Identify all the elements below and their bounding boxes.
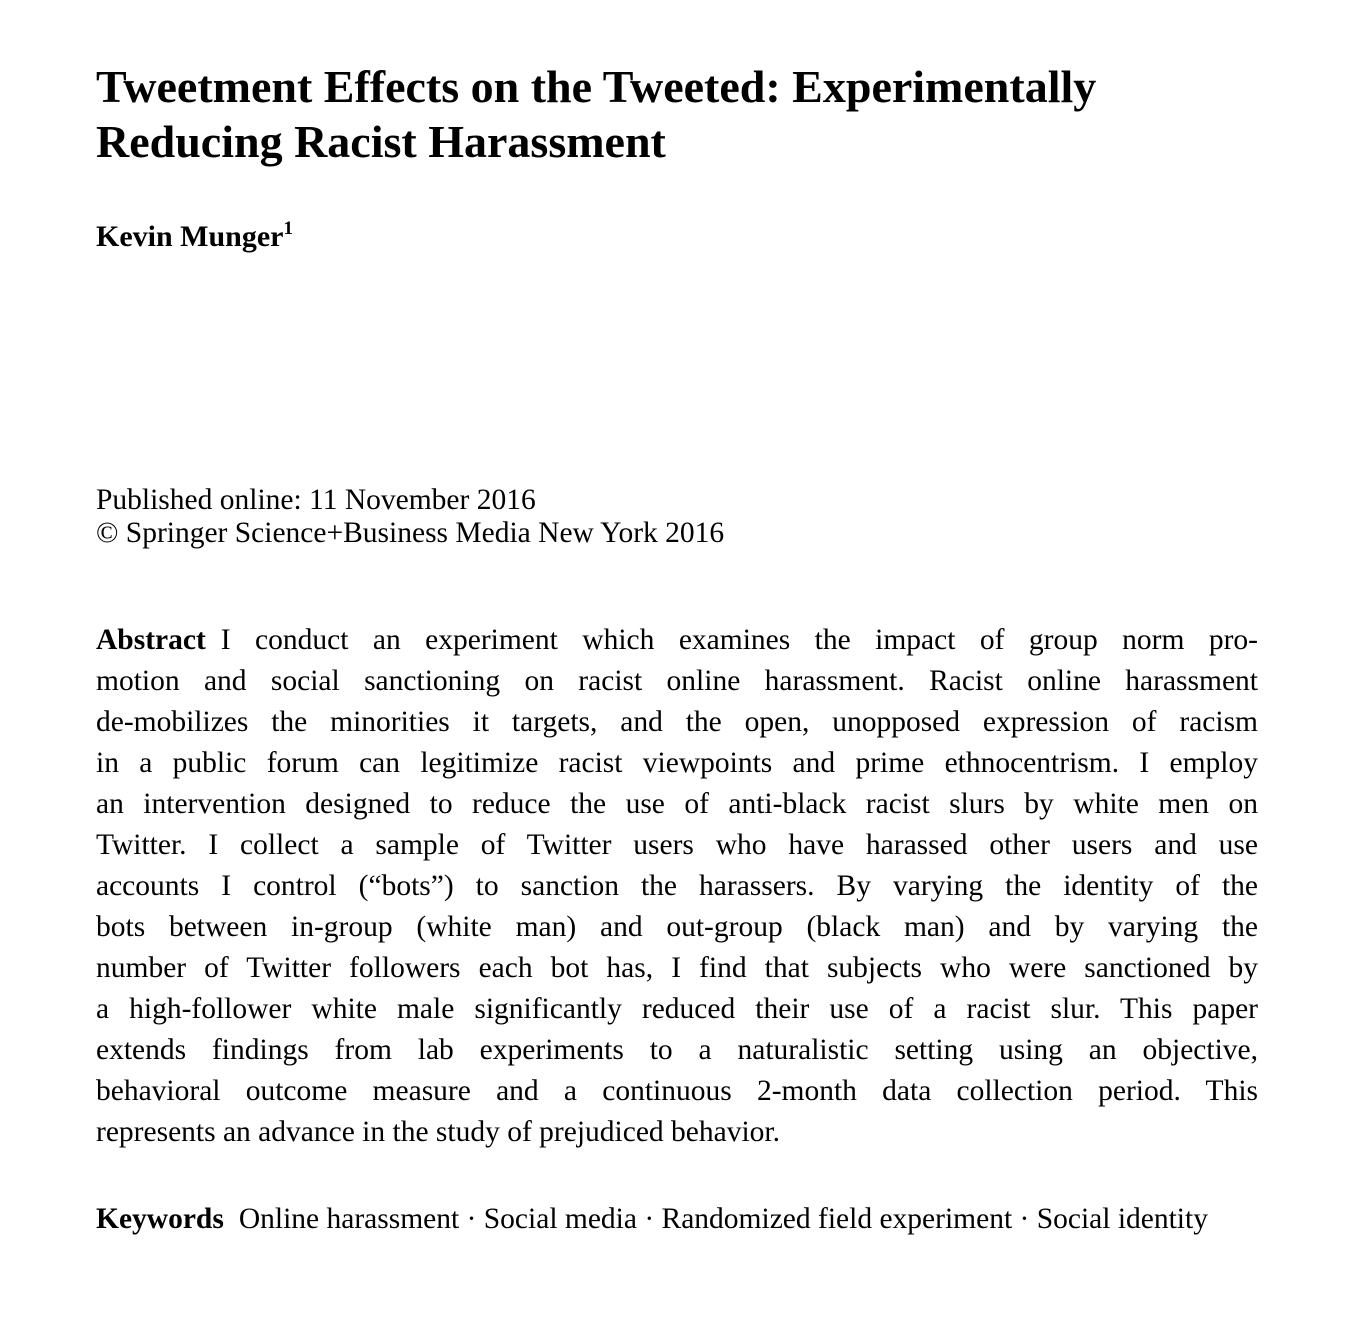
author-name: Kevin Munger (96, 220, 284, 253)
abstract-line: I conduct an experiment which examines the impact of group norm pro- (220, 624, 1258, 656)
author-affiliation-mark: 1 (283, 218, 293, 239)
abstract-line: de-mobilizes the minorities it targets, and the open, unopposed expression of racism (96, 706, 1258, 738)
abstract-section (96, 620, 1258, 1153)
abstract-line: behavioral outcome measure and a continuous 2-month data collection period. This (96, 1075, 1258, 1107)
author-line (96, 220, 293, 254)
abstract-line: bots between in-group (white man) and out-group (black man) and by varying the (96, 911, 1258, 943)
publication-info (96, 484, 1258, 550)
keywords-text: Online harassment · Social media · Randomized field experiment · Social identity (238, 1203, 1208, 1235)
keywords-label: Keywords (96, 1203, 224, 1235)
abstract-line: extends findings from lab experiments to a naturalistic setting using an objective, (96, 1034, 1258, 1066)
abstract-line: an intervention designed to reduce the use of anti-black racist slurs by white men on (96, 788, 1258, 820)
abstract-line: in a public forum can legitimize racist viewpoints and prime ethnocentrism. I employ (96, 747, 1258, 779)
keywords-section (96, 1199, 1258, 1240)
copyright-line: © Springer Science+Business Media New York 2016 (96, 517, 725, 549)
abstract-line: Twitter. I collect a sample of Twitter users who have harassed other users and use (96, 829, 1258, 861)
abstract-line: represents an advance in the study of prejudiced behavior. (96, 1116, 780, 1148)
abstract-line: accounts I control (“bots”) to sanction the harassers. By varying the identity of the (96, 870, 1258, 902)
paper-title (96, 59, 1276, 169)
paper-title-line-1: Tweetment Effects on the Tweeted: Experimentally (96, 61, 1097, 112)
published-online-line: Published online: 11 November 2016 (96, 484, 536, 516)
abstract-line: a high-follower white male significantly reduced their use of a racist slur. This paper (96, 993, 1258, 1025)
paper-title-line-2: Reducing Racist Harassment (96, 116, 666, 167)
abstract-line: motion and social sanctioning on racist online harassment. Racist online harassment (96, 665, 1258, 697)
abstract-line: number of Twitter followers each bot has, I find that subjects who were sanctioned by (96, 952, 1258, 984)
abstract-label: Abstract (96, 624, 206, 656)
abstract-first-line (96, 620, 1258, 661)
abstract-lines (96, 661, 1258, 1153)
